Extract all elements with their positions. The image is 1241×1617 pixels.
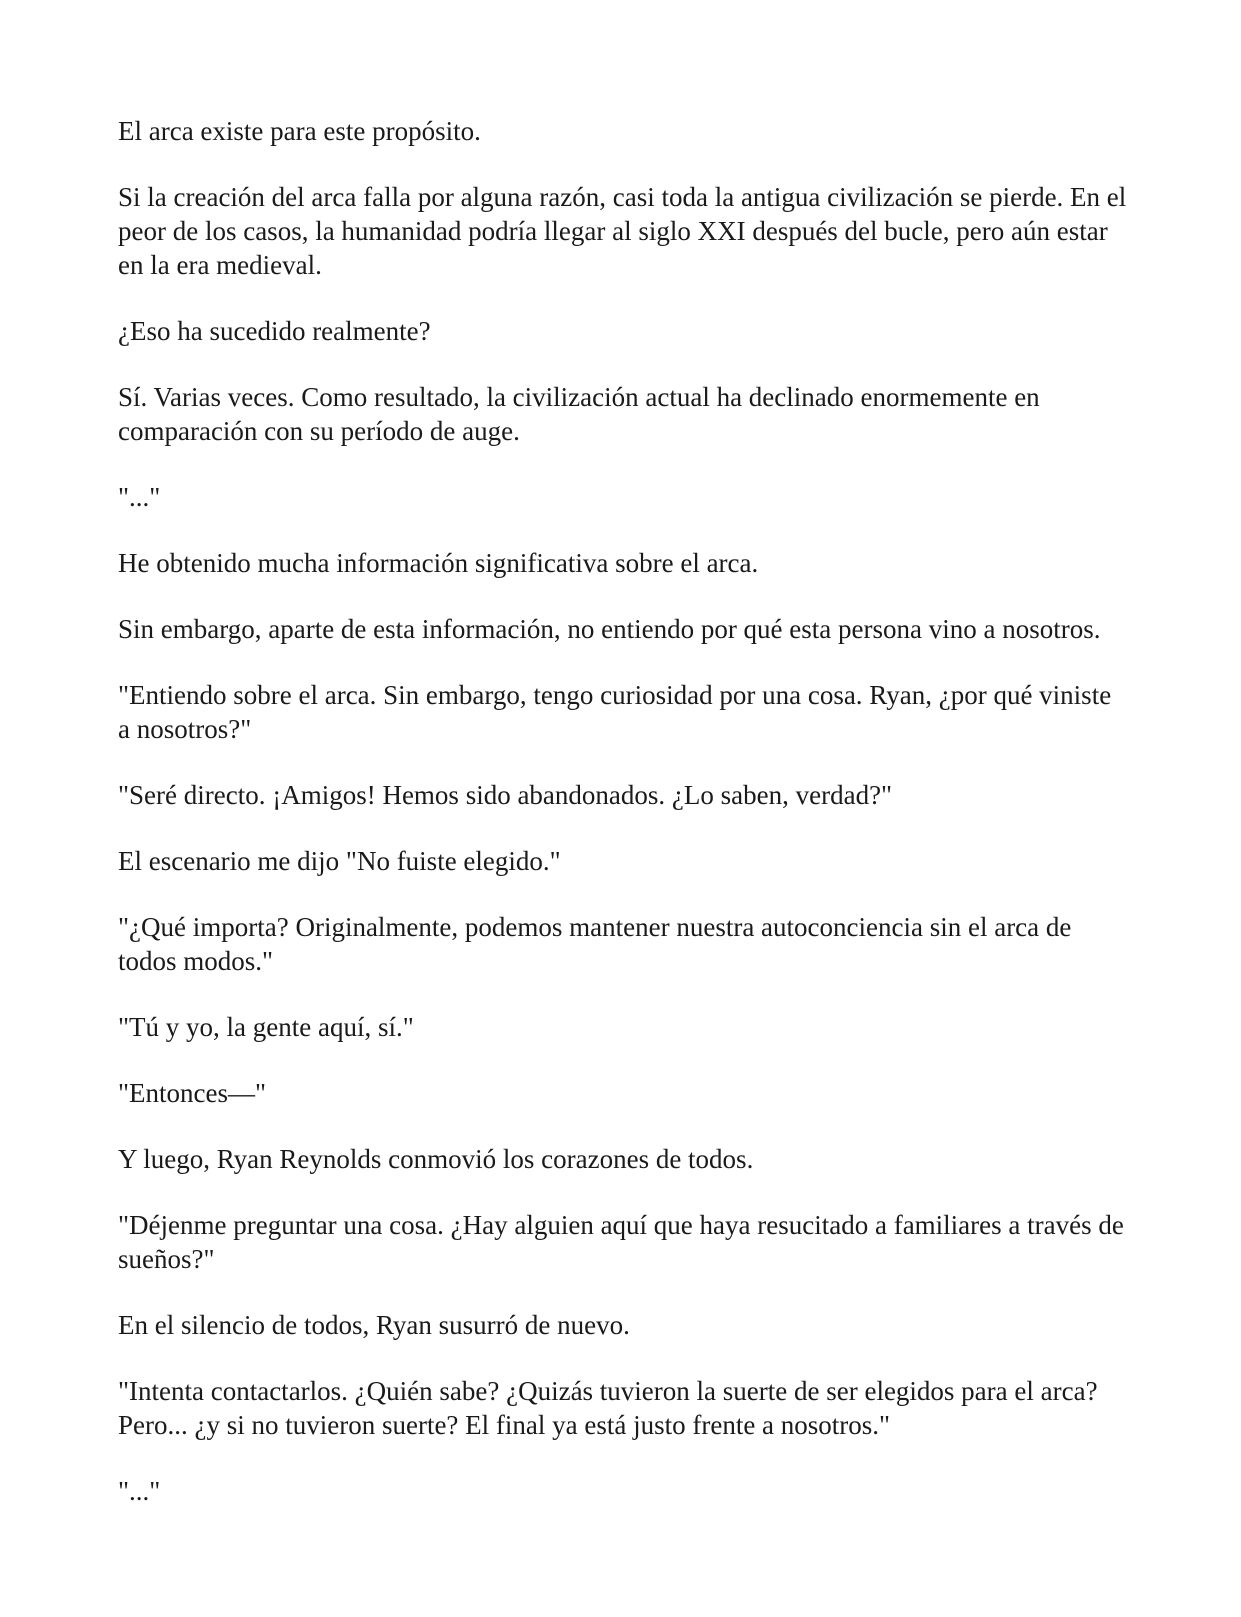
paragraph: "Entiendo sobre el arca. Sin embargo, tengo curiosidad por una cosa. Ryan, ¿por qué viniste a nosotros?" [118,680,1112,744]
paragraph: Sin embargo, aparte de esta información, no entiendo por qué esta persona vino a nosotros. [118,614,1101,644]
paragraph: Sí. Varias veces. Como resultado, la civilización actual ha declinado enormemente en comparación con su período de auge. [118,382,1040,446]
paragraph: He obtenido mucha información significativa sobre el arca. [118,548,759,578]
paragraph: "..." [118,482,161,512]
paragraph: El escenario me dijo "No fuiste elegido." [118,846,561,876]
paragraph: "¿Qué importa? Originalmente, podemos mantener nuestra autoconciencia sin el arca de todos modos." [118,912,1072,976]
paragraph: "..." [118,1476,161,1506]
paragraph: "Entonces—" [118,1078,267,1108]
paragraph: En el silencio de todos, Ryan susurró de nuevo. [118,1310,630,1340]
paragraph: "Tú y yo, la gente aquí, sí." [118,1012,414,1042]
paragraph: ¿Eso ha sucedido realmente? [118,316,431,346]
document-body [118,114,1128,1540]
paragraph: "Déjenme preguntar una cosa. ¿Hay alguien aquí que haya resucitado a familiares a través de sueños?" [118,1210,1124,1274]
paragraph: Y luego, Ryan Reynolds conmovió los corazones de todos. [118,1144,754,1174]
paragraph: "Seré directo. ¡Amigos! Hemos sido abandonados. ¿Lo saben, verdad?" [118,780,893,810]
paragraph: "Intenta contactarlos. ¿Quién sabe? ¿Quizás tuvieron la suerte de ser elegidos para el arca? Pero... ¿y si no tuvieron suerte? El final ya está justo frente a nosotros." [118,1376,1098,1440]
paragraph: El arca existe para este propósito. [118,116,481,146]
paragraph: Si la creación del arca falla por alguna razón, casi toda la antigua civilización se pierde. En el peor de los casos, la humanidad podría llegar al siglo XXI después del bucle, pero aún estar en la era medieval. [118,182,1127,280]
